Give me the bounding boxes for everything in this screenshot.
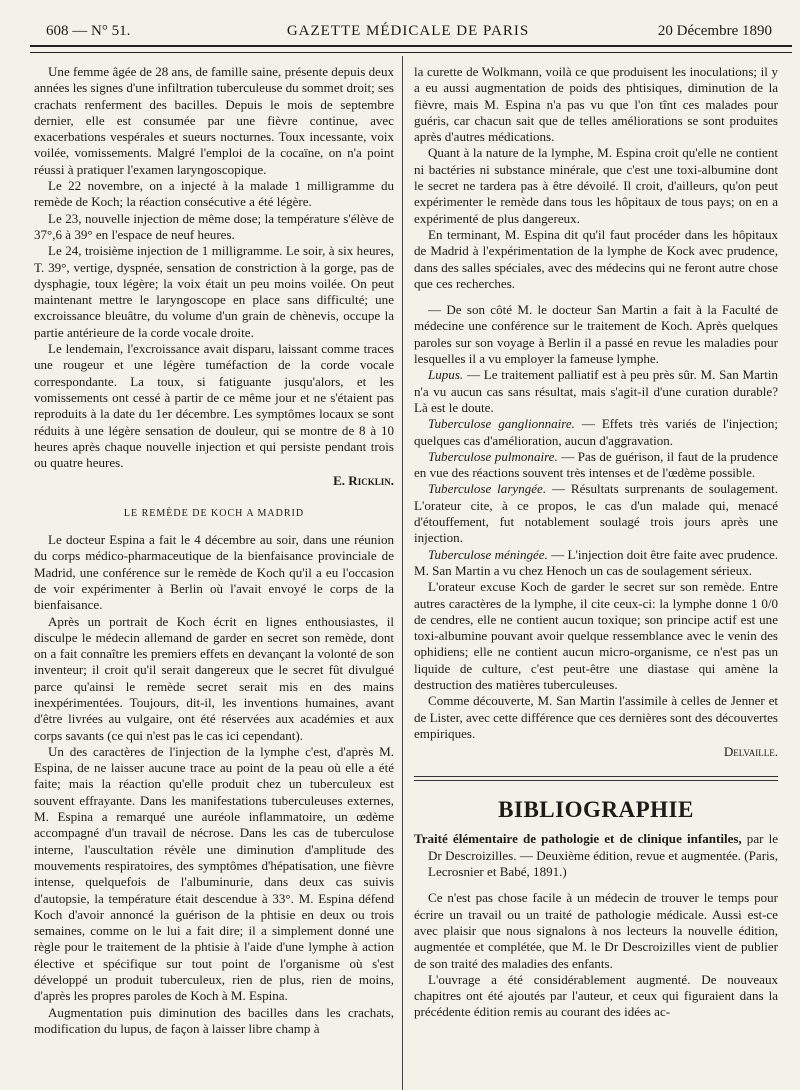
book-reference [414,831,778,880]
paragraph: L'orateur excuse Koch de garder le secret sur son remède. Entre autres caractères de la lymphe, il cite ceux-ci: la lymphe donne 1 0/0 de cendres, elle ne contient aucun toxique; son principe actif est une toxi-albumine pouvant avoir quelque ressemblance avec le venin des ophidiens; elle ne contient aucun micro-organisme, ce n'est pas un liquide de culture, c'est peut-être une diastase qui amène la destruction des matières tuberculeuses. [414,579,778,692]
column-divider [402,56,403,1090]
section-title: LE REMÈDE DE KOCH A MADRID [123,507,305,519]
term-label: Tuberculose laryngée. [428,481,547,497]
paragraph: Quant à la nature de la lymphe, M. Espina croit qu'elle ne contient ni bactéries ni substance minérale, que c'est une toxi-albumine dont le secret ne tardera pas à être dévoilé. Il croit, d'ailleurs, qu'on peut expérimenter le remède dans tous les hôpitaux de tous pays; on en a expérimenté de plus dangereux. [414,145,778,226]
paragraph [414,547,778,580]
section-rule [414,776,778,781]
term-label: Tuberculose pulmonaire. [428,448,558,464]
right-column [414,64,778,1021]
term-text: — L'injection doit être faite avec prudence. M. San Martin a vu chez Henoch un cas de soulagement sérieux. [414,546,779,578]
issue-date: 20 Décembre 1890 [657,23,772,39]
paragraph: Le 23, nouvelle injection de même dose; la température s'élève de 37°,6 à 39° en l'espace de neuf heures. [34,210,394,242]
paragraph: Une femme âgée de 28 ans, de famille saine, présente depuis deux années les signes d'une infiltration tuberculeuse du sommet droit; ses crachats renferment des bacilles. Depuis le mois de septembre dernier, elle est consumée par une fièvre continue, avec exacerbations vespérales et sueurs nocturnes. Toux incessante, voix voilée, vomissements. Malgré l'emploi de la cocaïne, on n'a point réussi à pratiquer l'examen laryngoscopique. [34,64,394,177]
paragraph: L'ouvrage a été considérablement augmenté. De nouveaux chapitres ont été ajoutés par l'auteur, et ceux qui figuraient dans la précédente édition remis au courant des idées ac- [414,971,778,1020]
page-number: 608 — N° 51. [46,23,131,39]
term-label: Tuberculose méningée. [428,546,548,562]
term-text: — Le traitement palliatif est à peu près sûr. M. San Martin n'a vu aucun cas sans résultat, mais s'agit-il d'une curation durable? Là est le doute. [414,367,778,415]
paragraph: Le lendemain, l'excroissance avait disparu, laissant comme traces une rougeur et une légère tuméfaction de la corde vocale correspondante. La toux, si fatiguante jusqu'alors, et les vomissements ont cessé à partir de ce même jour et ne s'étaient pas reproduits à la date du 1er décembre. Les symptômes locaux se sont réduits à une légère sensation de douleur, qui se montre de 8 à 10 heures après chaque nouvelle injection et qui persiste pendant trois ou quatre heures. [34,341,394,471]
header-rule [30,45,792,53]
paragraph: Comme découverte, M. San Martin l'assimile à celles de Jenner et de Lister, avec cette différence que ces dernières sont des découvertes empiriques. [414,693,779,741]
paragraph: Le 22 novembre, on a injecté à la malade 1 milligramme du remède de Koch; la réaction consécutive a été légère. [34,178,394,210]
term-text: — Effets très variés de l'injection; quelques cas d'amélioration, aucun d'aggravation. [414,416,778,448]
page-header [30,20,786,42]
term-text: — Résultats surprenants de soulagement. L'orateur cite, à ce propos, le cas d'un malade qui, menacé d'étouffement, fut notablement soulagé trois jours après une injection. [414,481,778,546]
paragraph: Le docteur Espina a fait le 4 décembre au soir, dans une réunion du corps médico-pharmaceutique de la bienfaisance provinciale de Madrid, une conférence sur le remède de Koch qu'il a eu l'occasion de voir expérimenter à Berlin où l'avait envoyé le corps de la bienfaisance. [34,532,394,613]
paragraph [414,367,778,416]
paragraph: Le 24, troisième injection de 1 milligramme. Le soir, à six heures, T. 39°, vertige, dyspnée, sensation de constriction à la gorge, pas de dysphagie, toux légère; la voix était un peu moins voilée. On peut maintenant mettre le laryngoscope en place sans difficulté; une excroissance bleuâtre, du volume d'un grain de chènevis, occupe la partie antérieure de la corde vocale droite. [34,243,394,340]
bibliography-heading: BIBLIOGRAPHIE [498,797,694,823]
paragraph: — De son côté M. le docteur San Martin a fait à la Faculté de médecine une conférence sur le traitement de Koch. Après quelques paroles sur son voyage à Berlin il a passé en revue les maladies pour lesquelles il a vu employer la fameuse lymphe. [414,302,778,367]
paragraph: la curette de Wolkmann, voilà ce que produisent les inoculations; il y a eu aussi augmentation de poids des phtisiques, diminution de la fièvre, mais M. Espina n'a pas vu que l'on tînt ces malades pour guéris, car chacun sait que de telles améliorations se sont produites après d'autres médications. [414,64,778,145]
book-title: Traité élémentaire de pathologie et de clinique infantiles, [414,831,742,847]
author-signature: Delvaille. [723,744,778,760]
paragraph: Un des caractères de l'injection de la lymphe c'est, d'après M. Espina, de ne laisser aucune trace au point de la peau où elle a été faite; mais la réaction qu'elle produit chez un tuberculeux est souvent effrayante. Dans les manifestations tuberculeuses externes, M. Espina a remarqué une auréole inflammatoire, un œdème accompagné d'un travail de nécrose. Dans les cas de tuberculose interne, l'auscultation révèle une diminution d'amplitude des mouvements respiratoires, des symptômes d'hépatisation, une fièvre intense, quelquefois de l'albuminurie, dans deux cas suivis d'autopsie, la température était descendue à 33°. M. Espina défend Koch d'avoir annoncé la guérison de la phtisie en deux ou trois semaines, comme on le lui a fait dire; il a simplement donné une règle pour le traitement de la phtisie à l'aide d'une lymphe à action élective et spécifique sur tout point de l'organisme où s'est développé un produit tuberculeux, rien de plus, rien de moins, d'après les propres paroles de Koch à M. Espina. [34,743,394,1004]
author-signature: E. Ricklin. [333,473,394,489]
paragraph: Ce n'est pas chose facile à un médecin de trouver le temps pour écrire un travail ou un traité de pathologie médicale. Aussi est-ce avec plaisir que nous signalons à nos lecteurs la nouvelle édition, augmentée et complétée, que M. le Dr Descroizilles vient de publier de son traité des maladies des enfants. [414,890,778,971]
paragraph: Après un portrait de Koch écrit en lignes enthousiastes, il disculpe le médecin allemand de garder en secret son remède, dont on a fait connaître les premiers effets en devançant la volonté de son inventeur; il croit qu'il serait dangereux que le secret fût divulgué parce qu'ainsi le remède secret serait mis en des mains inexpérimentées. Toujours, dit-il, les inventions humaines, avant d'être livrées au vulgaire, ont été réservées aux académies et aux corps savants (ce qui n'est pas le cas ici cependant). [34,613,394,743]
paragraph [414,449,778,482]
term-text: — Pas de guérison, il faut de la prudence en vue des réactions souvent très intenses et de l'œdème possible. [414,448,778,481]
book-details: par le Dr Descroizilles. — Deuxième édition, revue et augmentée. (Paris, Lecrosnier et Babé, 1891.) [428,831,778,880]
term-label: Lupus. [428,367,464,383]
left-column [34,64,394,1037]
journal-title: GAZETTE MÉDICALE DE PARIS [286,23,530,39]
paragraph [414,481,778,546]
term-label: Tuberculose ganglionnaire. [428,416,575,432]
paragraph: Augmentation puis diminution des bacilles dans les crachats, modification du lupus, de façon à laisser libre champ à [34,1004,394,1036]
paragraph [414,416,778,449]
paragraph: En terminant, M. Espina dit qu'il faut procéder dans les hôpitaux de Madrid à l'expérimentation de la lymphe de Kock avec prudence, dans des salles spéciales, avec des médecins qui ne feront autre chose que ces recherches. [414,226,778,291]
